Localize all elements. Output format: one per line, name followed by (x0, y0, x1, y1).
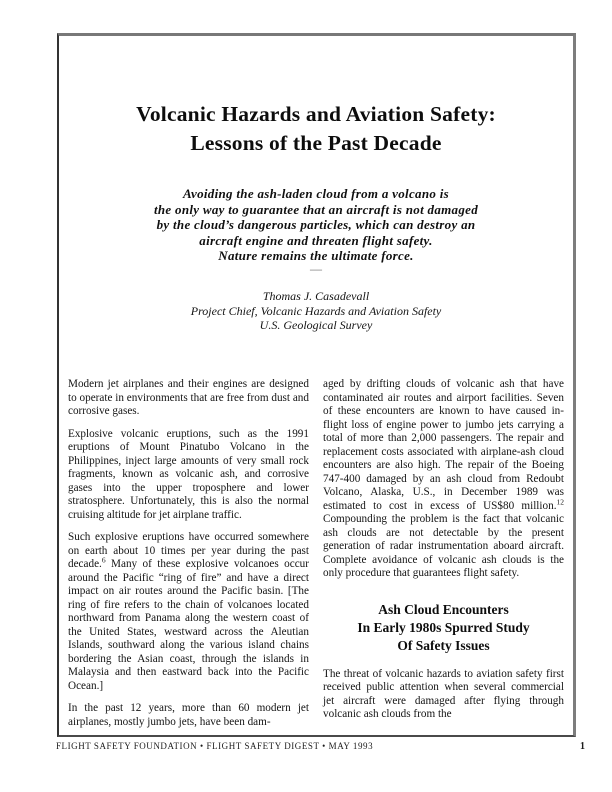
separator-dash: — (310, 262, 322, 276)
article-title-line2: Lessons of the Past Decade (190, 131, 442, 155)
article-title-line1: Volcanic Hazards and Aviation Safety: (136, 102, 496, 126)
author-block (59, 289, 573, 333)
content-frame (57, 33, 576, 737)
body-columns (68, 378, 564, 731)
footnote-reference: 12 (556, 496, 564, 506)
paragraph: Modern jet airplanes and their engines are designed to operate in environments that are free from dust and corrosive gases. (68, 378, 309, 417)
paragraph: Explosive volcanic eruptions, such as the 1991 eruptions of Mount Pinatubo Volcano in the Philippines, inject large amounts of very small rock fragments, known as volcanic ash, and corrosive gases into the upper troposphere and lower stratosphere. Unfortunately, this is also the normal cruising altitude for jet airplane traffic. (68, 427, 309, 521)
page-number: 1 (580, 741, 585, 752)
paragraph: The threat of volcanic hazards to aviation safety first received public attention when several commercial jet aircraft were damaged after flying through volcanic ash clouds from the (323, 667, 564, 720)
paragraph (323, 378, 564, 581)
paragraph-text: Many of these explosive volcanoes occur around the Pacific “ring of fire” and have a direct impact on air routes around the Pacific basin. [The ring of fire refers to the chain of volcanoes located northward from Panama along the western coast of the United States, westward across the Aleutian Islands, southward along the various island chains bordering the Asian coast, through the islands in Malaysia and then eastward back into the Pacific Ocean.] (68, 558, 309, 692)
paragraph-text: aged by drifting clouds of volcanic ash that have contaminated air routes and airport facilities. Seven of these encounters are known to have caused in-flight loss of engine power to jumbo jets carrying a total of more than 2,000 passengers. The repair and replacement costs associated with airplane-ash cloud encounters are also high. The repair of the Boeing 747-400 damaged by an ash cloud from Redoubt Volcano, Alaska, U.S., in December 1989 was estimated to cost in excess of US$80 million. (323, 378, 564, 512)
article-abstract (87, 186, 545, 264)
abstract-line: by the cloud’s dangerous particles, which can destroy an (156, 217, 476, 233)
footer-publication-info: FLIGHT SAFETY FOUNDATION • FLIGHT SAFETY DIGEST • MAY 1993 (56, 741, 374, 751)
section-heading-line1: Ash Cloud Encounters (378, 601, 509, 617)
section-heading-line3: Of Safety Issues (397, 637, 490, 653)
section-heading (327, 601, 560, 655)
abstract-line: Avoiding the ash-laden cloud from a volcano is (183, 186, 449, 201)
section-heading-line2: In Early 1980s Spurred Study (357, 619, 530, 635)
paragraph-text: Compounding the problem is the fact that volcanic ash clouds are not detectable by the present generation of radar instrumentation aboard aircraft. Complete avoidance of volcanic ash clouds is the only procedure that guarantees flight safety. (323, 513, 564, 579)
paragraph (68, 531, 309, 693)
abstract-line: the only way to guarantee that an aircraft is not damaged (153, 201, 479, 217)
abstract-line: Nature remains the ultimate force. (218, 248, 414, 264)
right-column (323, 378, 564, 731)
author-role: Project Chief, Volcanic Hazards and Aviation Safety (190, 303, 442, 318)
footnote-reference: 6 (101, 555, 106, 565)
page-footer (56, 741, 585, 752)
abstract-line: aircraft engine and threaten flight safety. (199, 232, 433, 248)
paragraph-text: Such explosive eruptions have occurred somewhere on earth about 10 times per year during the past decade. (68, 531, 309, 570)
author-name: Thomas J. Casadevall (262, 289, 370, 303)
author-organization: U.S. Geological Survey (259, 318, 373, 332)
paragraph: In the past 12 years, more than 60 modern jet airplanes, mostly jumbo jets, have been dam- (68, 702, 309, 728)
left-column (68, 378, 309, 731)
article-title (67, 100, 565, 158)
